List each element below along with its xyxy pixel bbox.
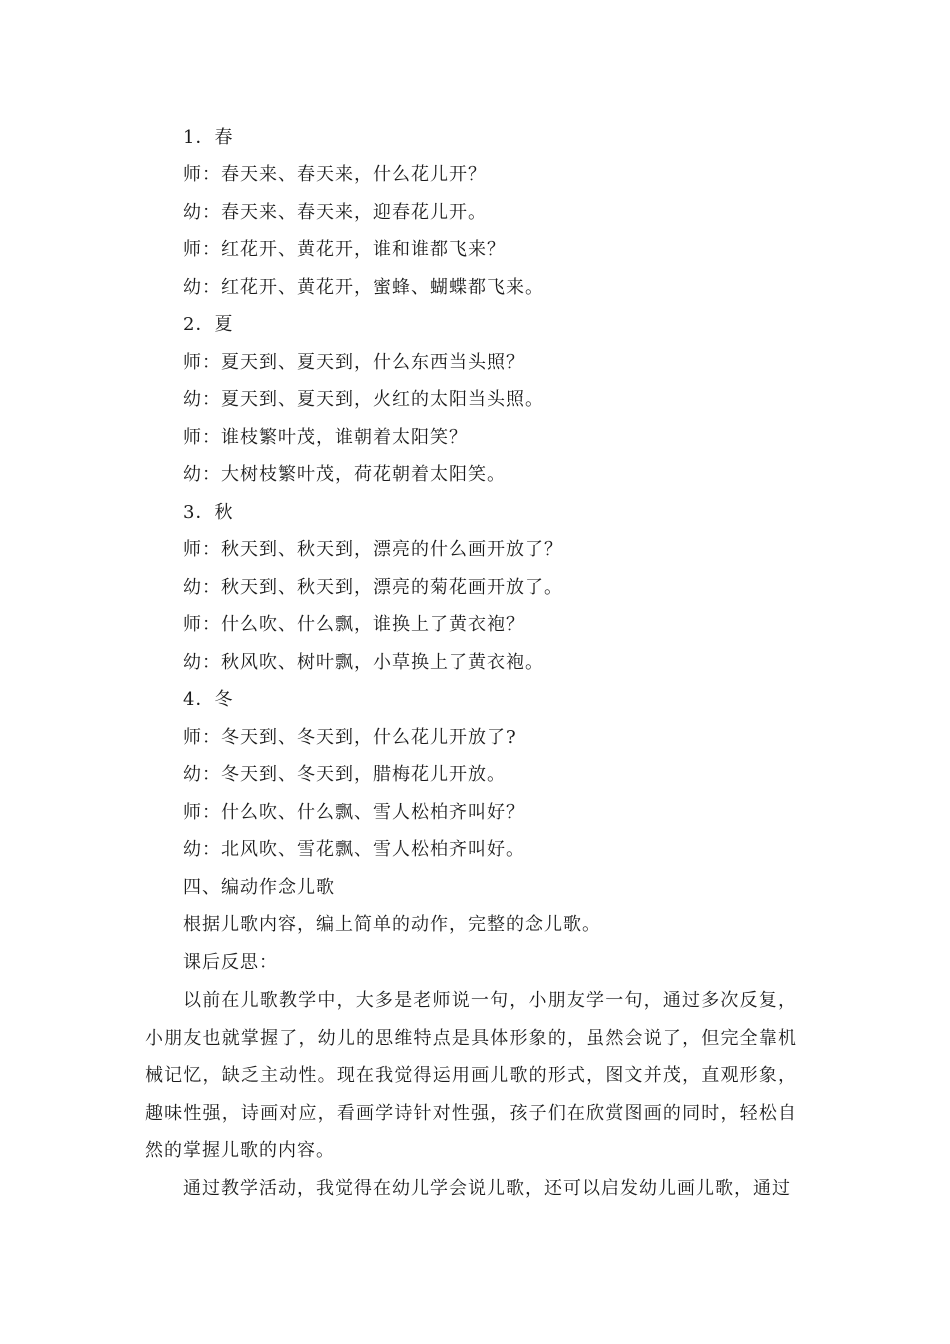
- dialogue-line: 幼：红花开、黄花开，蜜蜂、蝴蝶都飞来。: [183, 277, 544, 298]
- dialogue-line: 幼：春天来、春天来，迎春花儿开。: [183, 202, 487, 223]
- section-heading-summer: 2．夏: [183, 314, 234, 335]
- reflection-paragraph: 以前在儿歌教学中，大多是老师说一句，小朋友学一句，通过多次反复，小朋友也就掌握了，幼儿的思维特点是具体形象的，虽然会说了，但完全靠机械记忆，缺乏主动性。现在我觉得运用画儿歌的形式，图文并茂，直观形象，趣味性强，诗画对应，看画学诗针对性强，孩子们在欣赏图画的同时，轻松自然的掌握儿歌的内容。: [145, 990, 797, 1161]
- dialogue-line: 师：夏天到、夏天到，什么东西当头照？: [183, 352, 525, 373]
- step-heading: 四、编动作念儿歌: [183, 877, 335, 898]
- dialogue-line: 师：红花开、黄花开，谁和谁都飞来？: [183, 239, 506, 260]
- section-heading-spring: 1．春: [183, 127, 234, 148]
- dialogue-line: 师：春天来、春天来，什么花儿开？: [183, 164, 487, 185]
- dialogue-line: 师：谁枝繁叶茂，谁朝着太阳笑？: [183, 427, 468, 448]
- dialogue-line: 师：什么吹、什么飘、雪人松柏齐叫好？: [183, 802, 525, 823]
- dialogue-line: 师：秋天到、秋天到，漂亮的什么画开放了？: [183, 539, 563, 560]
- dialogue-line: 幼：大树枝繁叶茂，荷花朝着太阳笑。: [183, 464, 506, 485]
- section-heading-winter: 4．冬: [183, 689, 234, 710]
- dialogue-line: 师：什么吹、什么飘，谁换上了黄衣袍？: [183, 614, 525, 635]
- reflection-paragraph: 通过教学活动，我觉得在幼儿学会说儿歌，还可以启发幼儿画儿歌，通过: [183, 1178, 791, 1199]
- dialogue-line: 师：冬天到、冬天到，什么花儿开放了?: [183, 727, 517, 748]
- dialogue-line: 幼：夏天到、夏天到，火红的太阳当头照。: [183, 389, 544, 410]
- section-heading-autumn: 3．秋: [183, 502, 234, 523]
- dialogue-line: 幼：秋天到、秋天到，漂亮的菊花画开放了。: [183, 577, 563, 598]
- reflection-heading: 课后反思：: [183, 952, 278, 973]
- step-text: 根据儿歌内容，编上简单的动作，完整的念儿歌。: [183, 914, 601, 935]
- dialogue-line: 幼：北风吹、雪花飘、雪人松柏齐叫好。: [183, 839, 525, 860]
- dialogue-line: 幼：秋风吹、树叶飘，小草换上了黄衣袍。: [183, 652, 544, 673]
- dialogue-line: 幼：冬天到、冬天到，腊梅花儿开放。: [183, 764, 506, 785]
